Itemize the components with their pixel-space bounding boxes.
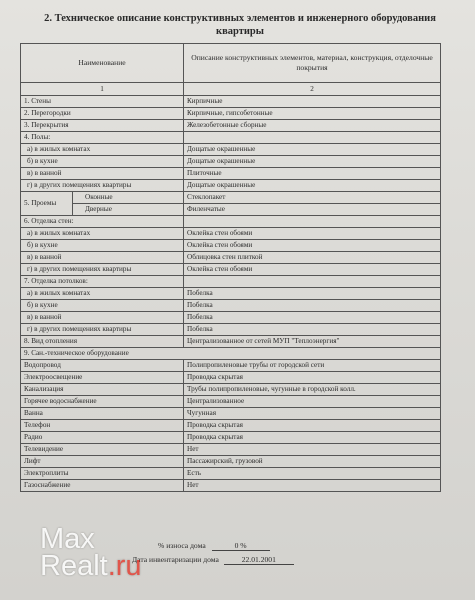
row-name: б) в кухне bbox=[21, 240, 184, 252]
row-name: г) в других помещениях квартиры bbox=[21, 324, 184, 336]
document-title bbox=[20, 12, 460, 38]
header-name: Наименование bbox=[21, 44, 184, 83]
table-row bbox=[21, 180, 441, 192]
row-name: Телефон bbox=[21, 420, 184, 432]
row-desc: Оклейка стен обоями bbox=[184, 264, 441, 276]
table-row bbox=[21, 384, 441, 396]
row-desc: Оклейка стен обоями bbox=[184, 240, 441, 252]
table-row bbox=[21, 216, 441, 228]
watermark-logo bbox=[40, 523, 142, 582]
table-row bbox=[21, 396, 441, 408]
row-name: Электроосвещение bbox=[21, 372, 184, 384]
table-row bbox=[21, 240, 441, 252]
watermark-line-2 bbox=[40, 550, 142, 582]
table-row bbox=[21, 192, 441, 204]
row-name: г) в других помещениях квартиры bbox=[21, 264, 184, 276]
row-desc: Полипропиленовые трубы от городской сети bbox=[184, 360, 441, 372]
table-row bbox=[21, 120, 441, 132]
table-row bbox=[21, 456, 441, 468]
row-name: 4. Полы: bbox=[21, 132, 184, 144]
row-desc bbox=[184, 216, 441, 228]
table-row bbox=[21, 228, 441, 240]
openings-door-label: Дверные bbox=[73, 204, 184, 216]
table-row bbox=[21, 168, 441, 180]
row-desc: Централизованное от сетей МУП "Теплоэнергия" bbox=[184, 336, 441, 348]
table-row bbox=[21, 372, 441, 384]
row-name: Электроплиты bbox=[21, 468, 184, 480]
title-line-2: квартиры bbox=[216, 26, 264, 37]
row-name: Телевидение bbox=[21, 444, 184, 456]
table-row bbox=[21, 96, 441, 108]
wear-label: % износа дома bbox=[158, 541, 206, 550]
row-name: 9. Сан.-техническое оборудование bbox=[21, 348, 441, 360]
row-desc: Есть bbox=[184, 468, 441, 480]
row-desc: Плиточные bbox=[184, 168, 441, 180]
row-name: 6. Отделка стен: bbox=[21, 216, 184, 228]
row-name: 7. Отделка потолков: bbox=[21, 276, 184, 288]
table-row bbox=[21, 252, 441, 264]
watermark-suffix: .ru bbox=[107, 550, 142, 582]
inventory-date-value: 22.01.2001 bbox=[224, 555, 294, 565]
row-name: 2. Перегородки bbox=[21, 108, 184, 120]
table-row bbox=[21, 324, 441, 336]
wear-value: 0 % bbox=[212, 541, 270, 551]
row-name: Радио bbox=[21, 432, 184, 444]
row-name: а) в жилых комнатах bbox=[21, 144, 184, 156]
table-row bbox=[21, 444, 441, 456]
table-row bbox=[21, 276, 441, 288]
table-row bbox=[21, 264, 441, 276]
row-name: а) в жилых комнатах bbox=[21, 288, 184, 300]
watermark-line-1: Max bbox=[40, 523, 95, 555]
table-row bbox=[21, 408, 441, 420]
watermark-realt: Realt bbox=[40, 550, 108, 582]
table-row bbox=[21, 204, 441, 216]
row-desc: Нет bbox=[184, 444, 441, 456]
row-desc: Трубы полипропиленовые, чугунные в городской колл. bbox=[184, 384, 441, 396]
row-desc: Дощатые окрашенные bbox=[184, 156, 441, 168]
row-name: Канализация bbox=[21, 384, 184, 396]
row-desc: Стеклопакет bbox=[184, 192, 441, 204]
row-desc: Кирпичные bbox=[184, 96, 441, 108]
wear-line bbox=[158, 541, 270, 551]
header-description: Описание конструктивных элементов, материал, конструкция, отделочные покрытия bbox=[184, 44, 441, 83]
inventory-date-line bbox=[132, 555, 294, 565]
row-name: Лифт bbox=[21, 456, 184, 468]
table-row bbox=[21, 132, 441, 144]
description-table bbox=[20, 43, 441, 492]
title-line-1: 2. Техническое описание конструктивных элементов и инженерного оборудования bbox=[44, 13, 436, 24]
row-name: а) в жилых комнатах bbox=[21, 228, 184, 240]
row-desc bbox=[184, 276, 441, 288]
openings-window-label: Оконные bbox=[73, 192, 184, 204]
table-row bbox=[21, 108, 441, 120]
row-name: 8. Вид отопления bbox=[21, 336, 184, 348]
column-number-row bbox=[21, 83, 441, 96]
row-desc: Оклейка стен обоями bbox=[184, 228, 441, 240]
row-desc: Дощатые окрашенные bbox=[184, 144, 441, 156]
table-row bbox=[21, 144, 441, 156]
row-desc: Облицовка стен плиткой bbox=[184, 252, 441, 264]
row-desc: Пассажирский, грузовой bbox=[184, 456, 441, 468]
table-row bbox=[21, 420, 441, 432]
table-row bbox=[21, 432, 441, 444]
row-name: Ванна bbox=[21, 408, 184, 420]
row-desc: Централизованное bbox=[184, 396, 441, 408]
row-desc: Железобетонные сборные bbox=[184, 120, 441, 132]
row-name: в) в ванной bbox=[21, 252, 184, 264]
row-name: г) в других помещениях квартиры bbox=[21, 180, 184, 192]
row-name: в) в ванной bbox=[21, 168, 184, 180]
row-name: 5. Проемы bbox=[21, 192, 73, 216]
row-desc: Чугунная bbox=[184, 408, 441, 420]
row-desc: Побелка bbox=[184, 324, 441, 336]
row-desc: Проводка скрытая bbox=[184, 372, 441, 384]
row-desc: Кирпичные, гипсобетонные bbox=[184, 108, 441, 120]
table-row bbox=[21, 480, 441, 492]
row-desc bbox=[184, 132, 441, 144]
row-name: Водопровод bbox=[21, 360, 184, 372]
row-name: б) в кухне bbox=[21, 300, 184, 312]
row-desc: Побелка bbox=[184, 288, 441, 300]
table-row bbox=[21, 156, 441, 168]
inventory-date-label: Дата инвентаризации дома bbox=[132, 555, 219, 564]
row-desc: Дощатые окрашенные bbox=[184, 180, 441, 192]
row-name: 3. Перекрытия bbox=[21, 120, 184, 132]
row-desc: Побелка bbox=[184, 300, 441, 312]
table-row bbox=[21, 468, 441, 480]
row-name: Газоснабжение bbox=[21, 480, 184, 492]
table-row bbox=[21, 312, 441, 324]
row-desc: Проводка скрытая bbox=[184, 432, 441, 444]
table-row bbox=[21, 348, 441, 360]
row-name: б) в кухне bbox=[21, 156, 184, 168]
column-number-2: 2 bbox=[184, 83, 441, 96]
row-desc: Филенчатые bbox=[184, 204, 441, 216]
table-row bbox=[21, 336, 441, 348]
row-name: Горячее водоснабжение bbox=[21, 396, 184, 408]
row-name: в) в ванной bbox=[21, 312, 184, 324]
row-name: 1. Стены bbox=[21, 96, 184, 108]
row-desc: Побелка bbox=[184, 312, 441, 324]
table-row bbox=[21, 300, 441, 312]
table-row bbox=[21, 288, 441, 300]
column-number-1: 1 bbox=[21, 83, 184, 96]
table-row bbox=[21, 360, 441, 372]
table-header-row bbox=[21, 44, 441, 83]
row-desc: Нет bbox=[184, 480, 441, 492]
row-desc: Проводка скрытая bbox=[184, 420, 441, 432]
